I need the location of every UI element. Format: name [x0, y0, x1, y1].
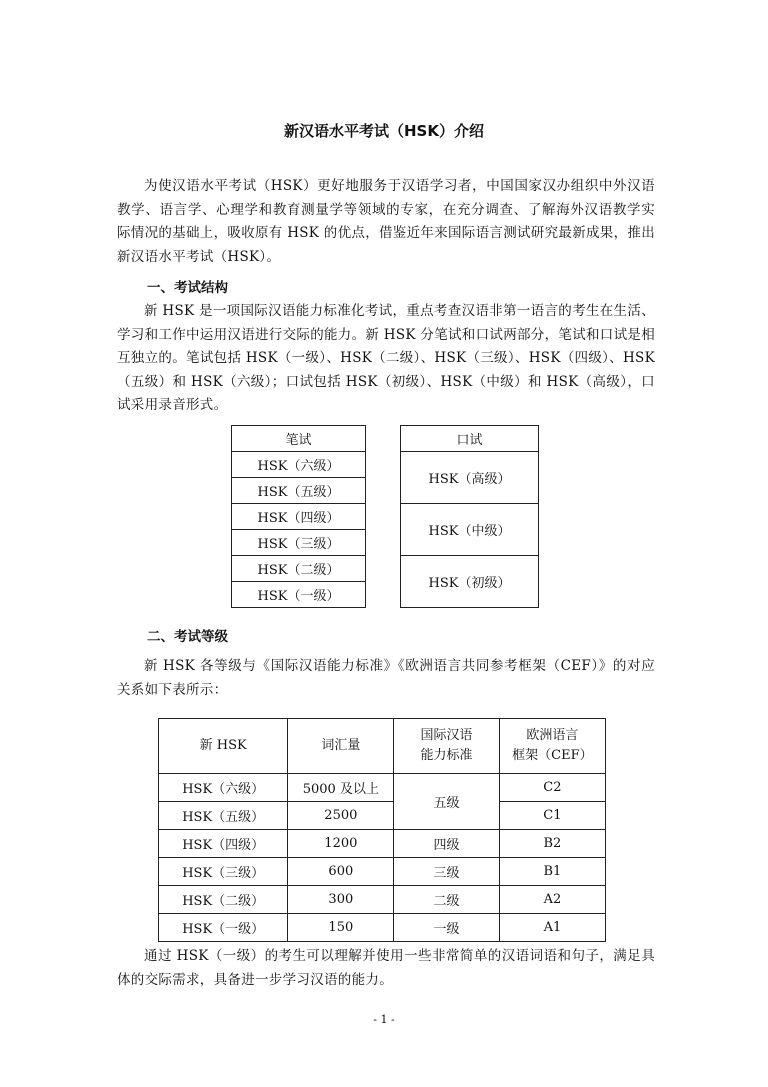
written-exam-table [231, 425, 366, 608]
cell-hsk: HSK（一级） [159, 914, 288, 942]
cell-vocab: 5000 及以上 [288, 774, 394, 802]
col-header-vocab: 词汇量 [288, 719, 394, 774]
written-level-row: HSK（六级） [232, 452, 366, 478]
cell-vocab: 300 [288, 886, 394, 914]
cell-cef: A2 [499, 886, 605, 914]
section-heading-structure: 一、考试结构 [147, 280, 228, 296]
table-row [159, 914, 606, 942]
oral-header: 口试 [401, 426, 539, 452]
cell-hsk: HSK（五级） [159, 802, 288, 830]
cell-cef: C2 [499, 774, 605, 802]
table-row [159, 802, 606, 830]
cell-cef: B2 [499, 830, 605, 858]
written-level-row: HSK（三级） [232, 530, 366, 556]
cell-hsk: HSK（二级） [159, 886, 288, 914]
oral-level-row: HSK（初级） [401, 556, 539, 608]
table-row [159, 858, 606, 886]
table-row [159, 774, 606, 802]
cell-vocab: 2500 [288, 802, 394, 830]
cell-cef: B1 [499, 858, 605, 886]
written-level-row: HSK（五级） [232, 478, 366, 504]
closing-paragraph: 通过 HSK（一级）的考生可以理解并使用一些非常简单的汉语词语和句子，满足具体的交际需求，具备进一步学习汉语的能力。 [117, 948, 655, 988]
written-level-row: HSK（一级） [232, 582, 366, 608]
written-level-row: HSK（四级） [232, 504, 366, 530]
cell-vocab: 1200 [288, 830, 394, 858]
cell-hsk: HSK（三级） [159, 858, 288, 886]
level-correspondence-table [158, 718, 606, 942]
oral-level-row: HSK（高级） [401, 452, 539, 504]
cell-cef: A1 [499, 914, 605, 942]
cell-standard: 二级 [394, 886, 500, 914]
intro-paragraph: 为使汉语水平考试（HSK）更好地服务于汉语学习者，中国国家汉办组织中外汉语教学、语言学、心理学和教育测量学等领域的专家，在充分调查、了解海外汉语教学实际情况的基础上，吸收原有 HSK 的优点，借鉴近年来国际语言测试研究最新成果，推出新汉语水平考试（HSK）。 [117, 178, 655, 265]
cell-cef: C1 [499, 802, 605, 830]
cell-standard: 四级 [394, 830, 500, 858]
table-row [159, 830, 606, 858]
page-title: 新汉语水平考试（HSK）介绍 [284, 122, 484, 140]
written-header: 笔试 [232, 426, 366, 452]
col-header-cef: 欧洲语言 框架（CEF） [499, 719, 605, 774]
cell-standard: 一级 [394, 914, 500, 942]
written-level-row: HSK（二级） [232, 556, 366, 582]
section-heading-levels: 二、考试等级 [147, 629, 228, 645]
structure-paragraph: 新 HSK 是一项国际汉语能力标准化考试，重点考查汉语非第一语言的考生在生活、学习和工作中运用汉语进行交际的能力。新 HSK 分笔试和口试两部分，笔试和口试是相互独立的。笔试包括 HSK（一级）、HSK（二级）、HSK（三级）、HSK（四级）、HSK（五级）和 HSK（六级）；口试包括 HSK（初级）、HSK（中级）和 HSK（高级），口试采用录音形式。 [117, 303, 655, 413]
levels-paragraph: 新 HSK 各等级与《国际汉语能力标准》《欧洲语言共同参考框架（CEF）》的对应关系如下表所示： [117, 658, 655, 698]
oral-level-row: HSK（中级） [401, 504, 539, 556]
col-header-hsk: 新 HSK [159, 719, 288, 774]
cell-vocab: 150 [288, 914, 394, 942]
col-header-standard: 国际汉语 能力标准 [394, 719, 500, 774]
oral-exam-table [400, 425, 539, 608]
cell-hsk: HSK（四级） [159, 830, 288, 858]
page-number: - 1 - [373, 1013, 395, 1026]
cell-hsk: HSK（六级） [159, 774, 288, 802]
table-row [159, 886, 606, 914]
cell-standard: 五级 [394, 774, 500, 830]
cell-standard: 三级 [394, 858, 500, 886]
cell-vocab: 600 [288, 858, 394, 886]
